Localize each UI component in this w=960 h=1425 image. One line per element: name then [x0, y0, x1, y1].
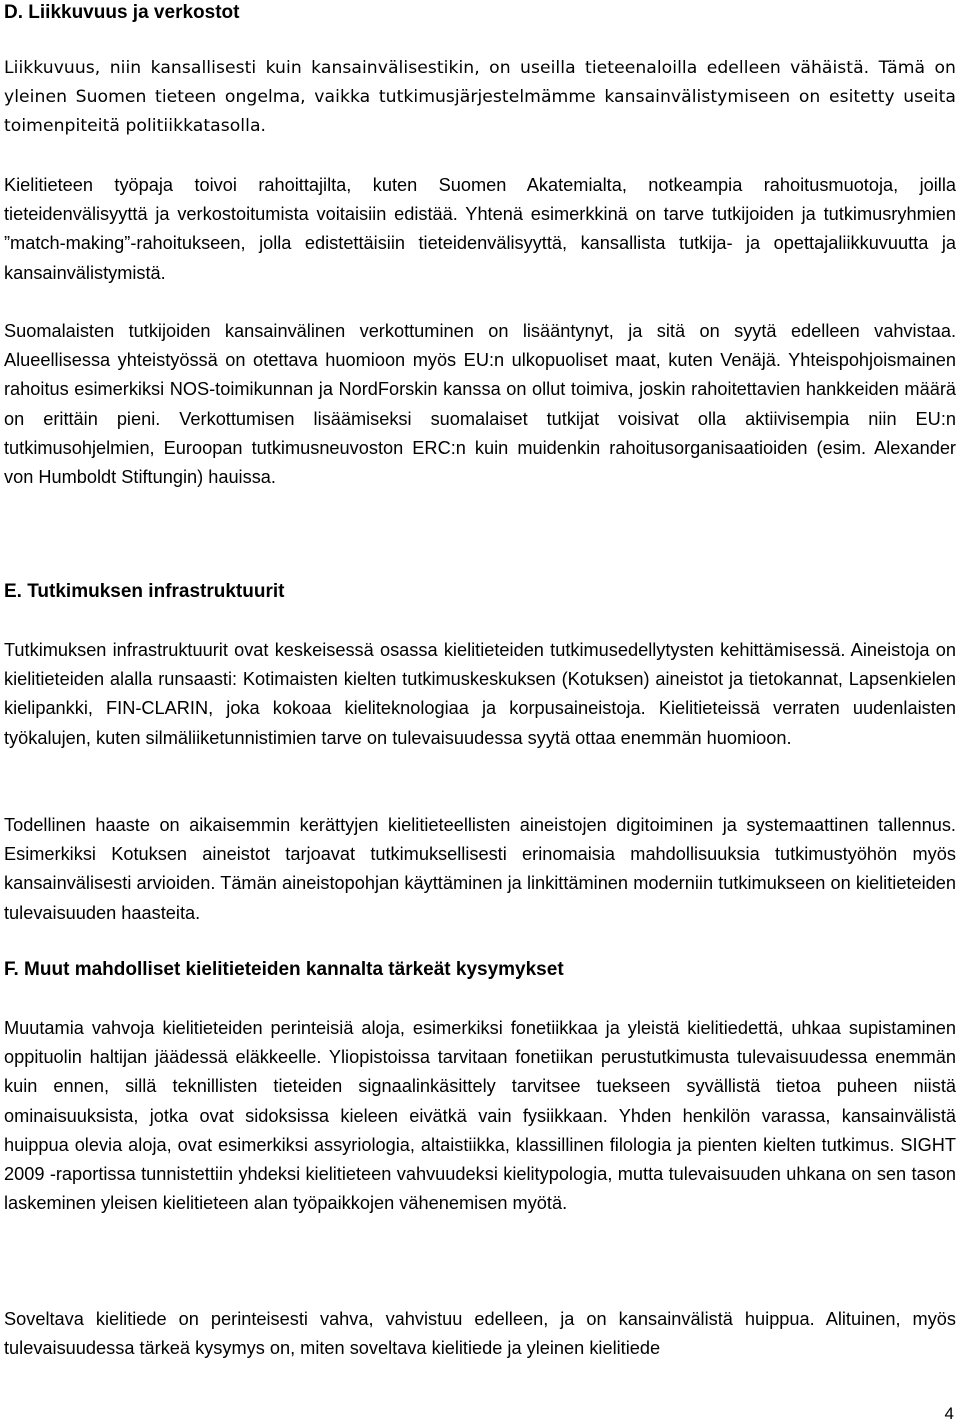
section-d-paragraph-1: Liikkuvuus, niin kansallisesti kuin kansainvälisestikin, on useilla tieteenaloilla edelleen vähäistä. Tämä on yleinen Suomen tieteen ongelma, vaikka tutkimusjärjestelmämme kansainvälistymiseen on esitetty useita toimenpiteitä politiikkatasolla.	[4, 58, 956, 137]
section-d-heading: D. Liikkuvuus ja verkostot	[4, 2, 240, 23]
section-e-paragraph-2: Todellinen haaste on aikaisemmin kerättyjen kielitieteellisten aineistojen digitoiminen ja systemaattinen tallennus. Esimerkiksi Kotuksen aineistot tarjoavat tutkimuksellisesti erinomaisia mahdollisuuksia tutkimustyöhön myös kansainvälisesti arvioiden. Tämän aineistopohjan käyttäminen ja linkittäminen moderniin tutkimukseen on kielitieteiden tulevaisuuden haasteita.	[4, 815, 956, 923]
section-f-heading: F. Muut mahdolliset kielitieteiden kannalta tärkeät kysymykset	[4, 959, 564, 980]
section-d-paragraph-2: Kielitieteen työpaja toivoi rahoittajilta, kuten Suomen Akatemialta, notkeampia rahoitusmuotoja, joilla tieteidenvälisyyttä ja verkostoitumista voitaisiin edistää. Yhtenä esimerkkinä on tarve tutkijoiden ja tutkimusryhmien ”match-making”-rahoitukseen, jolla edistettäisiin tieteidenvälisyyttä, kansallista tutkija- ja opettajaliikkuvuutta ja kansainvälistymistä.	[4, 175, 956, 283]
section-d-paragraph-3: Suomalaisten tutkijoiden kansainvälinen verkottuminen on lisääntynyt, ja sitä on syytä edelleen vahvistaa. Alueellisessa yhteistyössä on otettava huomioon myös EU:n ulkopuoliset maat, kuten Venäjä. Yhteispohjoismainen rahoitus esimerkiksi NOS-toimikunnan ja NordForskin kanssa on ollut toimiva, joskin rahoitettavien hankkeiden määrä on erittäin pieni. Verkottumisen lisäämiseksi suomalaiset tutkijat voisivat olla aktiivisempia niin EU:n tutkimusohjelmien, Euroopan tutkimusneuvoston ERC:n kuin muidenkin rahoitusorganisaatioiden (esim. Alexander von Humboldt Stiftungin) hauissa.	[4, 321, 956, 488]
section-e-heading: E. Tutkimuksen infrastruktuurit	[4, 581, 285, 602]
section-f-paragraph-2: Soveltava kielitiede on perinteisesti vahva, vahvistuu edelleen, ja on kansainvälistä huippua. Alituinen, myös tulevaisuudessa tärkeä kysymys on, miten soveltava kielitiede ja yleinen kielitiede	[4, 1309, 956, 1359]
page-number: 4	[944, 1404, 954, 1423]
section-f-paragraph-1: Muutamia vahvoja kielitieteiden perinteisiä aloja, esimerkiksi fonetiikkaa ja yleistä kielitiedettä, uhkaa supistaminen oppituolin haltijan jäädessä eläkkeelle. Yliopistoissa tarvitaan fonetiikan perustutkimusta tulevaisuudessa enemmän kuin ennen, sillä teknillisten tieteiden signaalinkäsittely tarvitsee tuekseen syvällistä tietoa puheen niistä ominaisuuksista, jotka ovat sidoksissa kieleen eivätkä vain fysiikkaan. Yhden henkilön varassa, kansainvälistä huippua olevia aloja, ovat esimerkiksi assyriologia, altaistiikka, klassillinen filologia ja pienten kielten tutkimus. SIGHT 2009 -raportissa tunnistettiin yhdeksi kielitieteen vahvuudeksi kielitypologia, mutta tulevaisuuden uhkana on sen tason laskeminen yleisen kielitieteen alan työpaikkojen vähenemisen myötä.	[4, 1018, 956, 1214]
section-e-paragraph-1: Tutkimuksen infrastruktuurit ovat keskeisessä osassa kielitieteiden tutkimusedellytysten kehittämisessä. Aineistoja on kielitieteiden alalla runsaasti: Kotimaisten kielten tutkimuskeskuksen (Kotuksen) aineistot ja tietokannat, Lapsenkielen kielipankki, FIN-CLARIN, joka kokoaa kieliteknologiaa ja korpusaineistoja. Kielitieteissä verraten uudenlaisten työkalujen, kuten silmäliiketunnistimien tarve on tulevaisuudessa syytä ottaa enemmän huomioon.	[4, 640, 956, 748]
